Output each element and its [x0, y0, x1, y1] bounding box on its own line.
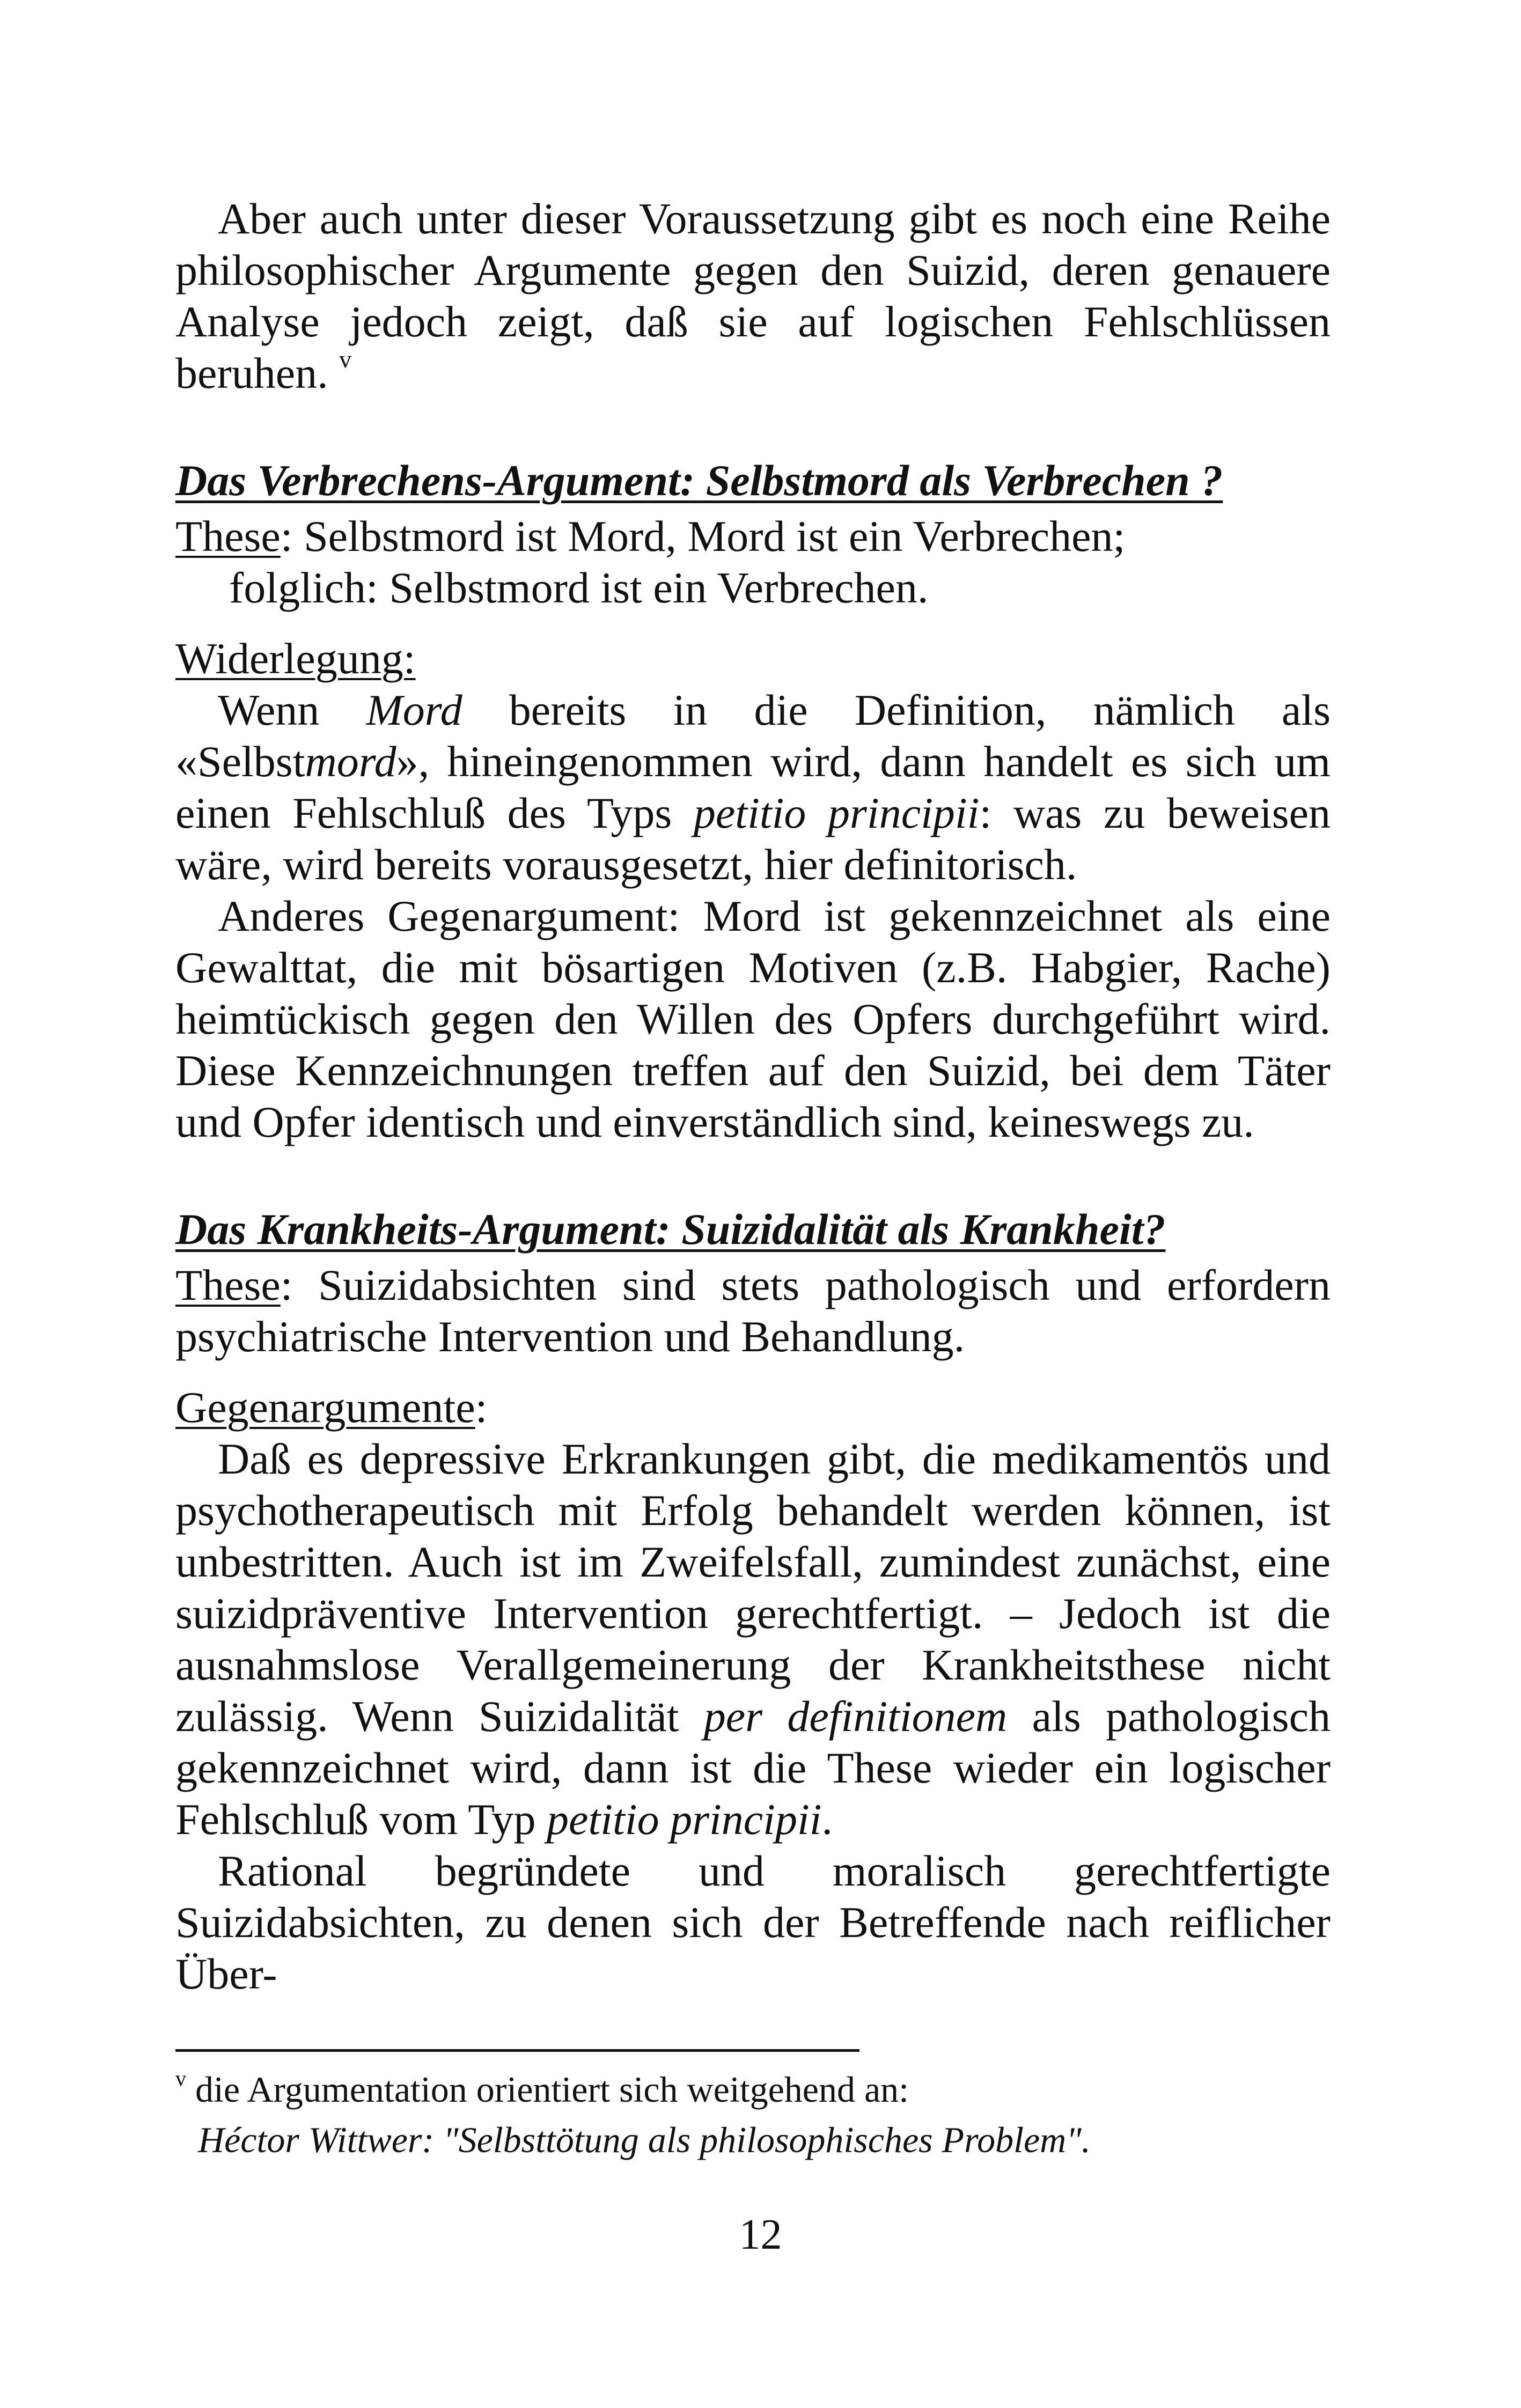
text-run: : was zu beweisen wäre, wird bereits vorausgesetzt, hier definitorisch. [175, 789, 1331, 889]
thesis-paragraph [175, 1260, 1331, 1363]
refutation-label [175, 633, 1331, 684]
text-run: bereits in die Definition, nämlich als «Selbst [175, 686, 1331, 786]
thesis-label: These [175, 512, 281, 561]
section-heading-illness-argument: Das Krankheits-Argument: Suizidalität als Krankheit? [175, 1205, 1166, 1254]
page-body [175, 193, 1331, 2000]
label-colon: : [475, 1383, 488, 1432]
counter-paragraph-2: Rational begründete und moralisch gerechtfertigte Suizidabsichten, zu denen sich der Betreffende nach reiflicher Über- [175, 1846, 1331, 1998]
intro-text: Aber auch unter dieser Voraussetzung gibt es noch eine Reihe philosophischer Argumente gegen den Suizid, deren genauere Analyse jedoch zeigt, daß sie auf logischen Fehlschlüssen beruhen. [175, 194, 1331, 397]
thesis-line-1 [175, 511, 1331, 562]
italic-term: petitio principii [547, 1795, 822, 1844]
text-run: als pathologisch gekennzeichnet wird, dann ist die These wieder ein logischer Fehlschluß vom Typ [175, 1692, 1331, 1844]
refutation-paragraph-2: Anderes Gegenargument: Mord ist gekennzeichnet als eine Gewalttat, die mit bösartigen Motiven (z.B. Habgier, Rache) heimtückisch gegen den Willen des Opfers durchgeführt wird. Diese Kennzeichnungen treffen auf den Suizid, bei dem Täter und Opfer identisch und einverständlich sind, keineswegs zu. [175, 892, 1331, 1146]
footnote-mark: v [175, 2066, 186, 2090]
refutation-label-text: Widerlegung: [175, 634, 416, 683]
italic-term: Mord [366, 686, 462, 734]
thesis-text: : Selbstmord ist Mord, Mord ist ein Verbrechen; [280, 512, 1126, 561]
thesis-text: : Suizidabsichten sind stets pathologisch und erfordern psychiatrische Intervention und Behandlung. [175, 1261, 1331, 1361]
italic-term: mord [305, 737, 396, 786]
italic-term: per definitionem [703, 1692, 1008, 1741]
refutation-paragraph-1 [175, 684, 1331, 890]
intro-paragraph [175, 193, 1331, 399]
counterarguments-label [175, 1382, 1331, 1433]
text-run: Wenn [218, 686, 366, 734]
footnote-separator [175, 2049, 859, 2052]
text-run: Daß es depressive Erkrankungen gibt, die medikamentös und psychotherapeutisch mit Erfolg behandelt werden können, ist unbestritten. Auch ist im Zweifelsfall, zumindest zunächst, eine suizidpräventive Intervention gerechtfertigt. – Jedoch ist die ausnahmslose Verallgemeinerung der Krankheitsthese nicht zulässig. Wenn Suizidalität [175, 1434, 1331, 1741]
thesis-line-2: folglich: Selbstmord ist ein Verbrechen. [229, 563, 929, 612]
italic-term: petitio principii [693, 789, 980, 837]
counter-paragraph-1 [175, 1433, 1331, 1845]
footnote [175, 2064, 1331, 2165]
text-run: », hineingenommen wird, dann handelt es sich um einen Fehlschluß des Typs [175, 737, 1331, 837]
footnote-line-1 [175, 2064, 1331, 2115]
section-heading-crime-argument: Das Verbrechens-Argument: Selbstmord als Verbrechen ? [175, 456, 1223, 505]
page-number: 12 [739, 2211, 782, 2258]
thesis-label: These [175, 1261, 281, 1309]
counterarguments-label-text: Gegenargumente [175, 1383, 475, 1432]
footnote-citation: Héctor Wittwer: "Selbsttötung als philosophisches Problem". [198, 2119, 1091, 2160]
footnote-reference[interactable]: v [339, 345, 352, 373]
text-run: . [821, 1795, 833, 1844]
footnote-text: die Argumentation orientiert sich weitgehend an: [186, 2069, 909, 2110]
